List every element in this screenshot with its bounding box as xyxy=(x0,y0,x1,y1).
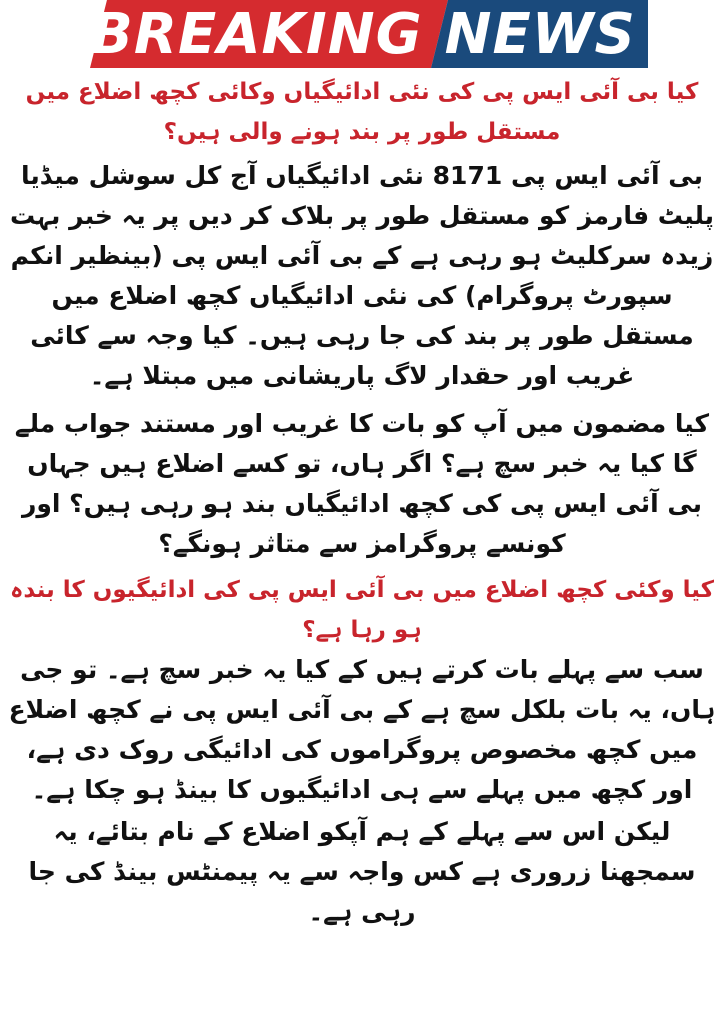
article-paragraph-1: بی آئی ایس پی 8171 نئی ادائیگیاں آج کل سوشل میڈیا پلیٹ فارمز کو مستقل طور پر بلاک کر دیں پر یہ خبر بہت زیدہ سرکلیٹ ہو رہی ہے کے بی آئی ایس پی (بینظیر انکم سپورٹ پروگرام) کی نئی ادائیگیاں کچھ اضلاع میں مستقل طور پر بند کی جا رہی ہیں۔ کیا وجہ سے کائی غریب اور حقدار لاگ پاریشانی میں مبتلا ہے۔ xyxy=(9,161,715,390)
article-heading-2: کیا وکئی کچھ اضلاع میں بی آئی ایس پی کی ادائیگیوں کا بندہ ہو رہا ہے؟ xyxy=(9,577,715,643)
banner-word-breaking: BREAKING xyxy=(90,1,423,67)
banner-title xyxy=(78,0,648,68)
article-heading-1: کیا بی آئی ایس پی کی نئی ادائیگیاں وکائی کچھ اضلاع میں مستقل طور پر بند ہونے والی ہیں؟ xyxy=(25,79,699,145)
article-paragraph-4: لیکن اس سے پہلے کے ہم آپکو اضلاع کے نام بتائے، یہ سمجھنا زروری ہے کس واجہ سے یہ پیمنٹس بینڈ کی جا رہی ہے۔ xyxy=(28,817,696,926)
article-body xyxy=(8,70,716,932)
banner-word-news: NEWS xyxy=(444,1,636,67)
article-paragraph-3: سب سے پہلے بات کرتے ہیں کے کیا یہ خبر سچ ہے۔ تو جی ہاں، یہ بات بلکل سچ ہے کے بی آئی ایس پی نے کچھ اضلاع میں کچھ مخصوص پروگراموں کی ادائیگی روک دی ہے، اور کچھ میں پہلے سے ہی ادائیگیوں کا بینڈ ہو چکا ہے۔ xyxy=(8,655,716,804)
article-paragraph-2: کیا مضمون میں آپ کو بات کا غریب اور مستند جواب ملے گا کیا یہ خبر سچ ہے؟ اگر ہاں، تو کسے اضلاع ہیں جہاں بی آئی ایس پی کی کچھ ادائیگیاں بند ہو رہی ہیں؟ اور کونسے پروگرامز سے متاثر ہونگے؟ xyxy=(14,409,710,558)
